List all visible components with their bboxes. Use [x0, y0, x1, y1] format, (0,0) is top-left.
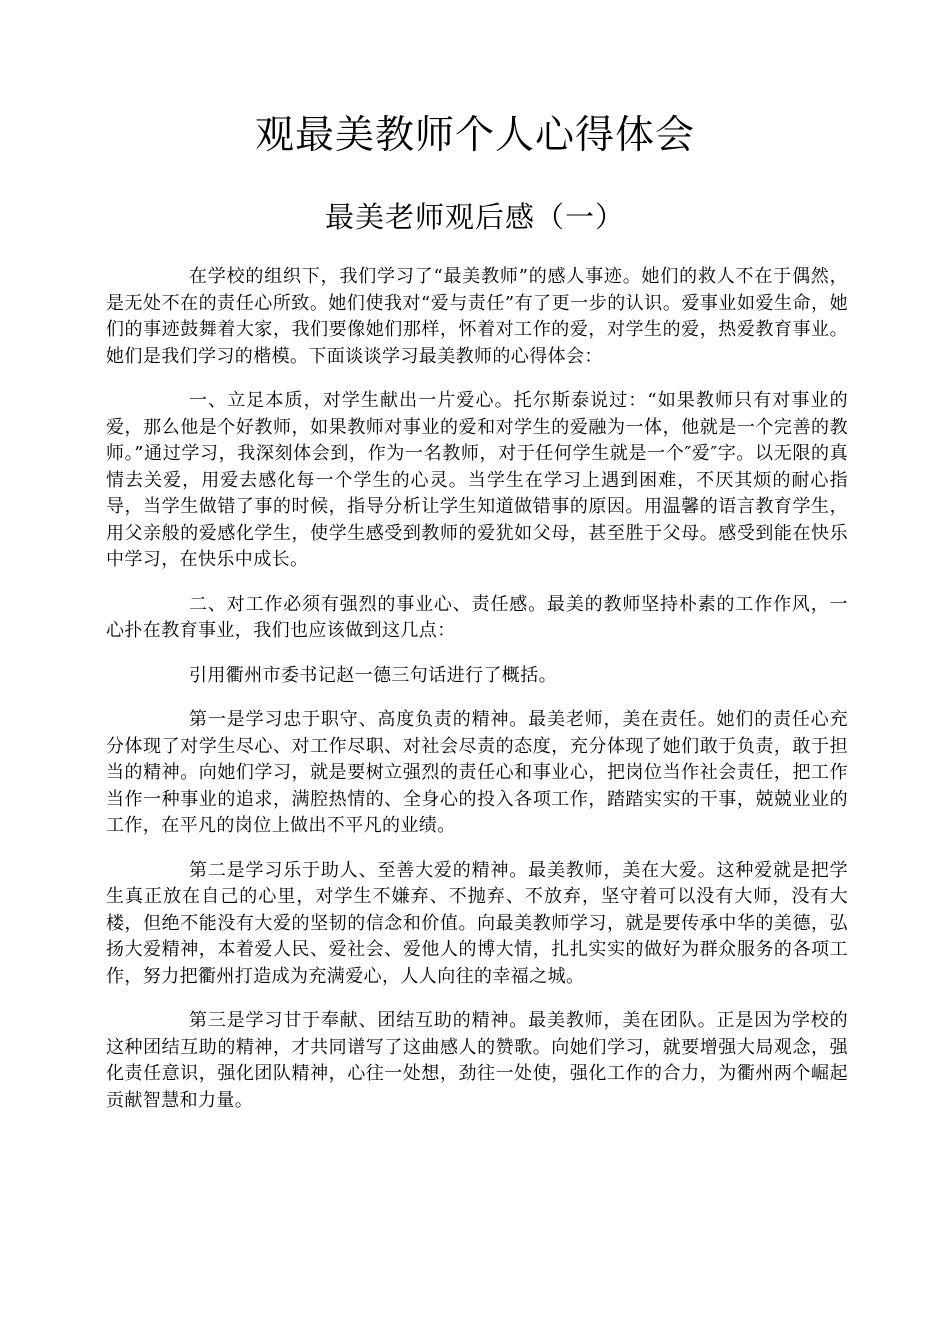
- paragraph-intro: 在学校的组织下，我们学习了“最美教师”的感人事迹。她们的救人不在于偶然，是无处不在的责任心所致。她们使我对“爱与责任”有了更一步的认识。爱事业如爱生命，她们的事迹鼓舞着大家，我们要像她们那样，怀着对工作的爱，对学生的爱，热爱教育事业。她们是我们学习的楷模。下面谈谈学习最美教师的心得体会：: [106, 266, 848, 367]
- paragraph-point-one: 一、立足本质，对学生献出一片爱心。托尔斯泰说过：“如果教师只有对事业的爱，那么他是个好教师，如果教师对事业的爱和对学生的爱融为一体，他就是一个完善的教师。”通过学习，我深刻体会到，作为一名教师，对于任何学生就是一个″爱″字。以无限的真情去关爱，用爱去感化每一个学生的心灵。当学生在学习上遇到困难，不厌其烦的耐心指导，当学生做错了事的时候，指导分析让学生知道做错事的原因。用温馨的语言教育学生，用父亲般的爱感化学生，使学生感受到教师的爱犹如父母，甚至胜于父母。感受到能在快乐中学习，在快乐中成长。: [106, 390, 848, 570]
- document-body: [106, 264, 848, 1132]
- paragraph-point-two: 二、对工作必须有强烈的事业心、责任感。最美的教师坚持朴素的工作作风，一心扑在教育事业，我们也应该做到这几点：: [106, 593, 848, 641]
- document-subtitle: 最美老师观后感（一）: [324, 200, 625, 234]
- paragraph-first: 第一是学习忠于职守、高度负责的精神。最美老师，美在责任。她们的责任心充分体现了对学生尽心、对工作尽职、对社会尽责的态度，充分体现了她们敢于负责，敢于担当的精神。向她们学习，就是要树立强烈的责任心和事业心，把岗位当作社会责任，把工作当作一种事业的追求，满腔热情的、全身心的投入各项工作，踏踏实实的干事，兢兢业业的工作，在平凡的岗位上做出不平凡的业绩。: [106, 709, 848, 836]
- document-title: 观最美教师个人心得体会: [254, 113, 695, 158]
- paragraph-quote-intro: 引用衢州市委书记赵一德三句话进行了概括。: [189, 664, 557, 686]
- paragraph-second: 第二是学习乐于助人、至善大爱的精神。最美教师，美在大爱。这种爱就是把学生真正放在自己的心里，对学生不嫌弃、不抛弃、不放弃，坚守着可以没有大师，没有大楼，但绝不能没有大爱的坚韧的信念和价值。向最美教师学习，就是要传承中华的美德，弘扬大爱精神，本着爱人民、爱社会、爱他人的博大情，扎扎实实的做好为群众服务的各项工作，努力把衢州打造成为充满爱心，人人向往的幸福之城。: [106, 859, 848, 987]
- paragraph-third: 第三是学习甘于奉献、团结互助的精神。最美教师，美在团队。正是因为学校的这种团结互助的精神，才共同谱写了这曲感人的赞歌。向她们学习，就要增强大局观念，强化责任意识，强化团队精神，心往一处想，劲往一处使，强化工作的合力，为衢州两个崛起贡献智慧和力量。: [106, 1010, 848, 1111]
